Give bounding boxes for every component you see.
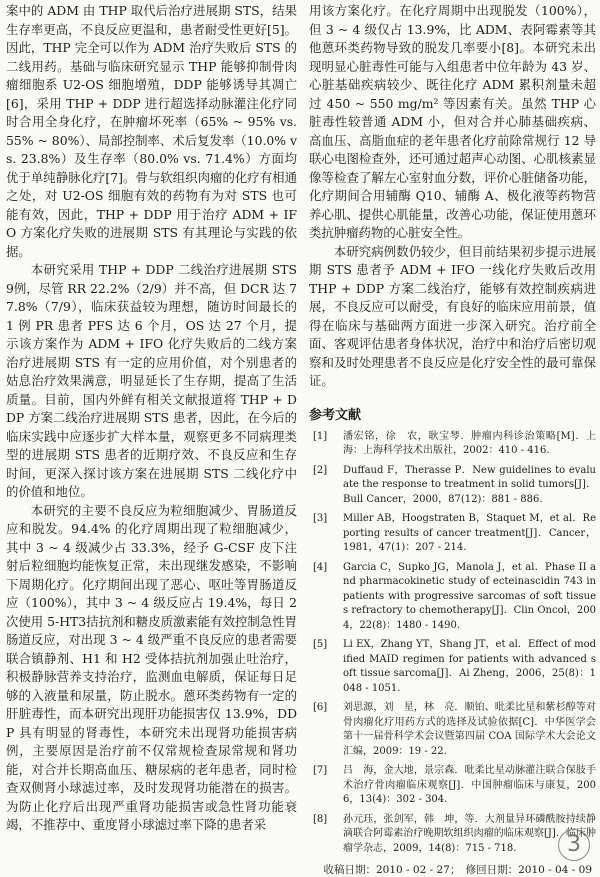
reference-item bbox=[309, 638, 596, 696]
left-column bbox=[6, 2, 297, 835]
reference-number: [7] bbox=[313, 765, 328, 776]
body-paragraph: 本研究采用 THP + DDP 二线治疗进展期 STS 9例，尽管 RR 22.2%（2/9）并不高，但 DCR 达 77.8%（7/9），临床获益较为理想，随访时间最长的 1 例 PR 患者 PFS 达 6 个月，OS 达 27 个月，提示该方案作为 ADM + IFO 化疗失败后的二线方案治疗进展期 STS 有一定的应用价值，对个别患者的姑息治疗效果满意，明显延长了生存期，提高了生活质量。目前，国内外鲜有相关文献报道将 THP + DDP 方案二线治疗进展期 STS 患者，因此，在今后的临床实践中应逐步扩大样本量，观察更多不同病理类型的进展期 STS 患者的近期疗效、不良反应和生存时间，更深入探讨该方案在进展期 STS 二线化疗中的价值和地位。 bbox=[6, 262, 297, 499]
body-paragraph: 案中的 ADM 由 THP 取代后治疗进展期 STS，结果生存率更高，不良反应更温和，患者耐受性更好[5]。因此，THP 完全可以作为 ADM 治疗失败后 STS 的二线用药。基础与临床研究显示 THP 能够抑制骨肉瘤细胞系 U2-OS 细胞增殖，DDP 能够诱导其凋亡[6]，采用 THP + DDP 进行超选择动脉灌注化疗同时合用全身化疗，在肿瘤坏死率（65% ~ 95% vs. 55% ~ 80%）、局部控制率、术后复发率（10.0% vs. 23.8%）及生存率（80.0% vs. 71.4%）方面均优于单纯静脉化疗[7]。骨与软组织肉瘤的化疗有相通之处，对 U2-OS 细胞有效的药物有为对 STS 也可能有效，因此，THP + DDP 用于治疗 ADM + IFO 方案化疗失败的进展期 STS 有其理论与实践的依据。 bbox=[6, 3, 297, 259]
reference-text: 刘思源，刘 星，林 亮．顺铂、吡柔比星和紫杉醇等对骨肉瘤化疗用药方式的选择及试验依据[C]．中华医学会第十一届骨科学术会议暨第四届 COA 国际学术大会论文汇编，2009：19 - 22. bbox=[343, 702, 596, 757]
reference-number: [2] bbox=[313, 464, 328, 476]
reference-text: Garcia C，Supko JG，Manola J，et al．Phase II and pharmacokinetic study of ecteinascidin 743 in patients with progressive sarcomas of soft tissues refractory to chemotherapy[J]．Clin Oncol，2004，22(8)：1480 - 1490. bbox=[343, 561, 596, 631]
reference-item bbox=[309, 701, 596, 759]
reference-text: 孙元珏，张剑军，韩 坤，等．大剂量异环磷酰胺持续静滴联合阿霉素治疗晚期软组织肉瘤的临床观察[J]．临床肿瘤学杂志，2009，14(8)：715 - 718. bbox=[343, 813, 596, 854]
reference-item bbox=[309, 813, 596, 857]
reference-item bbox=[309, 512, 596, 556]
reference-text: 吕 海，金大地，景宗森．吡柔比星动脉灌注联合保肢手术治疗骨肉瘤临床观察[J]．中国肿瘤临床与康复，2006，13(4)：302 - 304. bbox=[343, 765, 596, 805]
reference-item bbox=[309, 464, 596, 508]
reference-number: [4] bbox=[313, 561, 328, 573]
body-paragraph: 用该方案化疗。在化疗周期中出现脱发（100%），但 3 ~ 4 级仅占 13.9%，比 ADM、表阿霉素等其他蒽环类药物导致的脱发几率要小[8]。本研究未出现明显心脏毒性可能与入组患者中位年龄为 43 岁、心脏基础疾病较少、既往化疗 ADM 累积剂量未超过 450 ~ 550 mg/m² 等因素有关。虽然 THP 心脏毒性较普通 ADM 小，但对合并心肺基础疾病、高血压、高脂血症的老年患者化疗前除常规行 12 导联心电图检查外，还可通过超声心动图、心肌核素显像等检查了解左心室射血分数，评价心脏储备功能，化疗期间合用辅酶 Q10、辅酶 A、极化液等药物营养心肌、提供心肌能量，改善心功能，保证使用蒽环类抗肿瘤药物的心脏安全性。 bbox=[309, 3, 596, 240]
references-heading: 参考文献 bbox=[309, 407, 362, 423]
received-revised-dates: 收稿日期：2010 - 02 - 27； 修回日期：2010 - 04 - 09 bbox=[323, 864, 592, 876]
reference-text: Li EX，Zhang YT，Shang JT，et al．Effect of modified MAID regimen for patients with advanced soft tissue sarcoma[J]．Ai Zheng，2006，25(8)：1048 - 1051. bbox=[343, 639, 596, 694]
reference-text: Miller AB，Hoogstraten B，Staquet M，et al．Reporting results of cancer treatment[J]．Cancer，1981，47(1)：207 - 214. bbox=[343, 513, 596, 553]
reference-item bbox=[309, 561, 596, 634]
reference-text: Duffaud F，Therasse P．New guidelines to evaluate the response to treatment in solid tumors[J]．Bull Cancer，2000，87(12)：881 - 886. bbox=[343, 464, 596, 505]
body-paragraph: 本研究的主要不良反应为粒细胞减少、胃肠道反应和脱发。94.4% 的化疗周期出现了粒细胞减少，其中 3 ~ 4 级减少占 33.3%，经予 G-CSF 皮下注射后粒细胞均能恢复正常，未出现继发感染，不影响下周期化疗。化疗期间出现了恶心、呕吐等胃肠道反应（100%），其中 3 ~ 4 级反应占 19.4%，每日 2 次使用 5-HT3拮抗剂和糖皮质激素能有效控制急性胃肠道反应，对出现 3 ~ 4 级严重不良反应的患者需要联合镇静剂、H1 和 H2 受体拮抗剂加强止吐治疗，积极静脉营养支持治疗，监测血电解质，保证每日足够的入液量和尿量，防止脱水。蒽环类药物有一定的肝脏毒性，而本研究出现肝功能损害仅 13.9%，DDP 具有明显的肾毒性，本研究未出现肾功能损害病例，主要原因是治疗前不仅常规检查尿常规和肾功能，对合并长期高血压、糖尿病的老年患者，同时检查双侧肾小球滤过率，及时发现肾功能潜在的损害。为防止化疗后出现严重肾功能损害或急性肾功能衰竭，不推荐中、重度肾小球滤过率下降的患者采 bbox=[6, 502, 297, 832]
reference-number: [5] bbox=[313, 639, 328, 650]
reference-number: [3] bbox=[313, 513, 328, 524]
references-list bbox=[309, 430, 596, 857]
right-column bbox=[309, 2, 596, 877]
reference-number: [8] bbox=[313, 813, 328, 825]
page-number: 3 bbox=[558, 829, 590, 861]
body-paragraph: 本研究病例数仍较少，但目前结果初步提示进展期 STS 患者予 ADM + IFO 一线化疗失败后改用 THP + DDP 方案二线治疗，能够有效控制疾病进展，不良反应可以耐受，有良好的临床应用前景，值得在临床与基础两方面进一步深入研究。治疗前全面、客观评估患者身体状况，治疗中和治疗后密切观察和及时处理患者不良反应是化疗安全性的最可靠保证。 bbox=[309, 243, 596, 388]
reference-item bbox=[309, 764, 596, 808]
reference-number: [1] bbox=[313, 430, 328, 442]
reference-item bbox=[309, 430, 596, 459]
reference-number: [6] bbox=[313, 702, 328, 713]
reference-text: 潘宏铭，徐 农，耿宝琴．肿瘤内科诊治策略[M]．上海：上海科学技术出版社，2002：410 - 416. bbox=[343, 430, 596, 456]
